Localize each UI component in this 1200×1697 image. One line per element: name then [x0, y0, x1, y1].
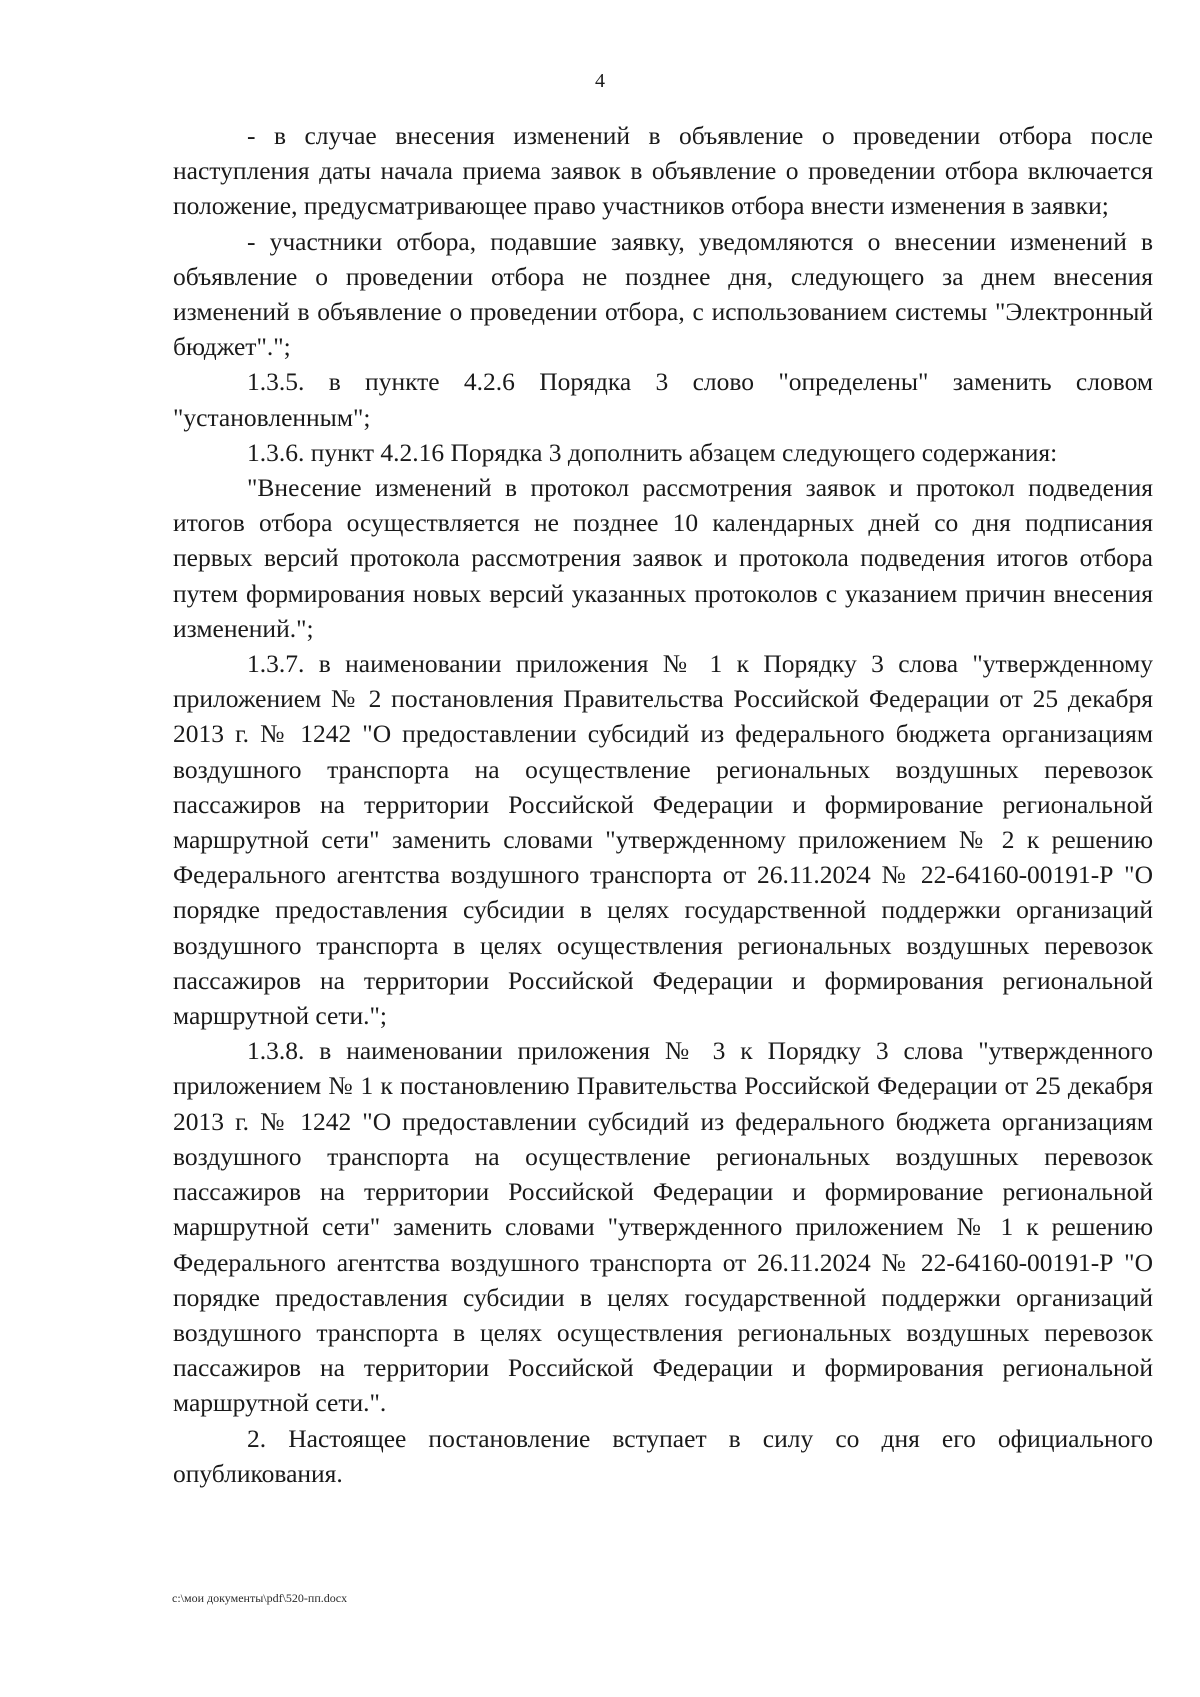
document-body: [173, 118, 1153, 1491]
paragraph-1-3-8: 1.3.8. в наименовании приложения № 3 к Порядку 3 слова "утвержденного приложением № 1 к постановлению Правительства Российской Федерации от 25 декабря 2013 г. № 1242 "О предоставлении субсидий из федерального бюджета организациям воздушного транспорта на осуществление региональных воздушных перевозок пассажиров на территории Российской Федерации и формирование региональной маршрутной сети" заменить словами "утвержденного приложением № 1 к решению Федерального агентства воздушного транспорта от 26.11.2024 № 22-64160-00191-Р "О порядке предоставления субсидии в целях государственной поддержки организаций воздушного транспорта в целях осуществления региональных воздушных перевозок пассажиров на территории Российской Федерации и формирования региональной маршрутной сети.".: [173, 1036, 1153, 1418]
page-number: 4: [595, 70, 605, 92]
paragraph-participant-notification: - участники отбора, подавшие заявку, уведомляются о внесении изменений в объявление о проведении отбора не позднее дня, следующего за днем внесения изменений в объявление о проведении отбора, с использованием системы "Электронный бюджет".";: [173, 226, 1153, 362]
paragraph-1-3-7: 1.3.7. в наименовании приложения № 1 к Порядку 3 слова "утвержденному приложением № 2 постановления Правительства Российской Федерации от 25 декабря 2013 г. № 1242 "О предоставлении субсидий из федерального бюджета организациям воздушного транспорта на осуществление региональных воздушных перевозок пассажиров на территории Российской Федерации и формирование региональной маршрутной сети" заменить словами "утвержденному приложением № 2 к решению Федерального агентства воздушного транспорта от 26.11.2024 № 22-64160-00191-Р "О порядке предоставления субсидии в целях государственной поддержки организаций воздушного транспорта в целях осуществления региональных воздушных перевозок пассажиров на территории Российской Федерации и формирования региональной маршрутной сети.";: [173, 649, 1153, 1031]
paragraph-2-effective-date: 2. Настоящее постановление вступает в силу со дня его официального опубликования.: [173, 1423, 1153, 1488]
paragraph-protocol-amendment: "Внесение изменений в протокол рассмотрения заявок и протокол подведения итогов отбора осуществляется не позднее 10 календарных дней со дня подписания первых версий протокола рассмотрения заявок и протокола подведения итогов отбора путем формирования новых версий указанных протоколов с указанием причин внесения изменений.";: [173, 473, 1153, 643]
paragraph-amendment-announcement: - в случае внесения изменений в объявление о проведении отбора после наступления даты начала приема заявок в объявление о проведении отбора включается положение, предусматривающее право участников отбора внести изменения в заявки;: [173, 121, 1153, 221]
paragraph-1-3-5: 1.3.5. в пункте 4.2.6 Порядка 3 слово "определены" заменить словом "установленным";: [173, 367, 1153, 432]
paragraph-1-3-6: 1.3.6. пункт 4.2.16 Порядка 3 дополнить абзацем следующего содержания:: [247, 437, 1058, 467]
footer-file-path: c:\мои документы\pdf\520-пп.docx: [172, 1591, 348, 1605]
